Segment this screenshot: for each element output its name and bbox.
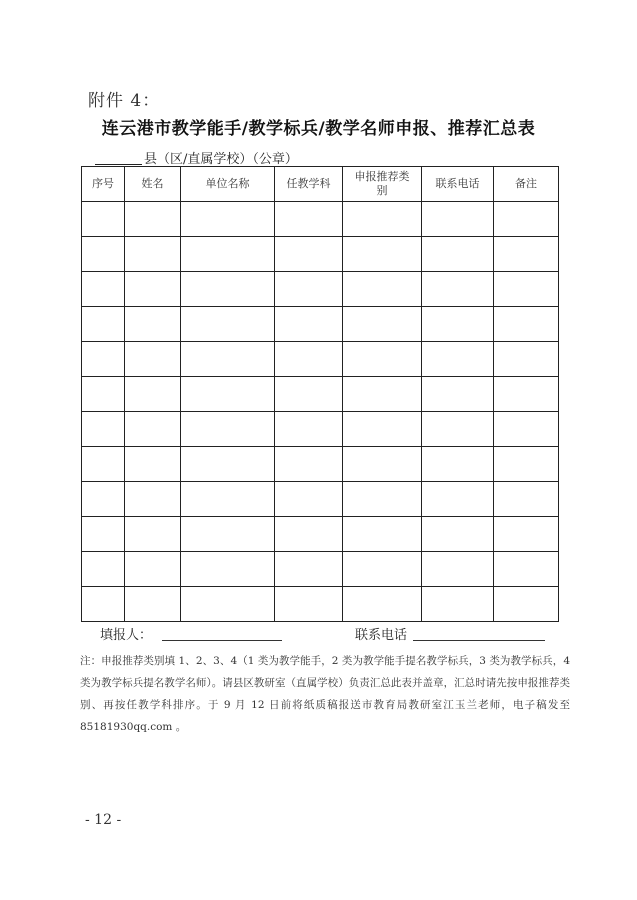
table-cell[interactable] xyxy=(181,342,275,377)
table-cell[interactable] xyxy=(82,552,125,587)
table-cell[interactable] xyxy=(181,552,275,587)
table-cell[interactable] xyxy=(82,342,125,377)
table-row xyxy=(82,482,559,517)
table-cell[interactable] xyxy=(125,552,181,587)
table-cell[interactable] xyxy=(275,412,343,447)
header-cell: 任教学科 xyxy=(275,167,343,202)
table-cell[interactable] xyxy=(275,272,343,307)
filler-label: 填报人： xyxy=(100,628,153,643)
table-cell[interactable] xyxy=(494,587,559,622)
table-cell[interactable] xyxy=(422,342,494,377)
table-row xyxy=(82,342,559,377)
table-cell[interactable] xyxy=(181,377,275,412)
table-cell[interactable] xyxy=(422,272,494,307)
table-cell[interactable] xyxy=(275,587,343,622)
table-row xyxy=(82,412,559,447)
table-cell[interactable] xyxy=(343,412,422,447)
table-cell[interactable] xyxy=(82,587,125,622)
table-cell[interactable] xyxy=(343,237,422,272)
table-row xyxy=(82,552,559,587)
table-cell[interactable] xyxy=(343,377,422,412)
table-cell[interactable] xyxy=(82,237,125,272)
table-cell[interactable] xyxy=(343,307,422,342)
county-blank[interactable] xyxy=(95,150,142,165)
header-cell: 备注 xyxy=(494,167,559,202)
table-cell[interactable] xyxy=(494,272,559,307)
table-cell[interactable] xyxy=(494,237,559,272)
table-cell[interactable] xyxy=(494,552,559,587)
table-cell[interactable] xyxy=(125,482,181,517)
table-row xyxy=(82,237,559,272)
table-cell[interactable] xyxy=(82,412,125,447)
table-cell[interactable] xyxy=(125,587,181,622)
table-cell[interactable] xyxy=(125,377,181,412)
filler-field xyxy=(100,624,282,643)
table-cell[interactable] xyxy=(494,377,559,412)
table-cell[interactable] xyxy=(422,412,494,447)
header-cell: 联系电话 xyxy=(422,167,494,202)
table-cell[interactable] xyxy=(343,342,422,377)
county-label: 县（区/直属学校）（公章） xyxy=(144,152,298,167)
table-cell[interactable] xyxy=(82,202,125,237)
table-cell[interactable] xyxy=(422,552,494,587)
table-row xyxy=(82,517,559,552)
table-cell[interactable] xyxy=(422,482,494,517)
table-cell[interactable] xyxy=(343,447,422,482)
contact-field xyxy=(355,624,545,643)
contact-label: 联系电话 xyxy=(355,628,408,643)
table-cell[interactable] xyxy=(125,517,181,552)
table-cell[interactable] xyxy=(82,517,125,552)
table-row xyxy=(82,272,559,307)
table-cell[interactable] xyxy=(82,377,125,412)
table-cell[interactable] xyxy=(275,517,343,552)
form-title: 连云港市教学能手/教学标兵/教学名师申报、推荐汇总表 xyxy=(101,119,536,139)
table-cell[interactable] xyxy=(494,202,559,237)
page-number: - 12 - xyxy=(85,812,122,828)
table-cell[interactable] xyxy=(181,202,275,237)
table-cell[interactable] xyxy=(494,342,559,377)
table-cell[interactable] xyxy=(82,272,125,307)
filler-input-line[interactable] xyxy=(162,626,282,641)
table-cell[interactable] xyxy=(181,307,275,342)
table-cell[interactable] xyxy=(125,342,181,377)
table-cell[interactable] xyxy=(343,517,422,552)
table-cell[interactable] xyxy=(494,482,559,517)
table-header-row xyxy=(82,167,559,202)
table-cell[interactable] xyxy=(181,412,275,447)
table-row xyxy=(82,447,559,482)
table-row xyxy=(82,202,559,237)
table-cell[interactable] xyxy=(125,237,181,272)
table-cell[interactable] xyxy=(494,447,559,482)
header-cell: 姓名 xyxy=(125,167,181,202)
table-cell[interactable] xyxy=(422,587,494,622)
table-cell[interactable] xyxy=(125,307,181,342)
header-cell: 申报推荐类别 xyxy=(343,167,422,202)
table-cell[interactable] xyxy=(343,272,422,307)
footnote: 注：申报推荐类别填 1、2、3、4（1 类为教学能手，2 类为教学能手提名教学标兵，3 类为教学标兵，4 类为教学标兵提名教学名师）。请县区教研室（直属学校）负责汇总此表并盖章，汇总时请先按申报推荐类别、再按任教学科排序。于 9 月 12 日前将纸质稿报送市教育局教研室江玉兰老师，电子稿发至 85181930qq.com 。 xyxy=(80,655,570,733)
table-cell[interactable] xyxy=(422,447,494,482)
table-cell[interactable] xyxy=(275,377,343,412)
table-cell[interactable] xyxy=(422,237,494,272)
table-cell[interactable] xyxy=(82,447,125,482)
table-cell[interactable] xyxy=(125,272,181,307)
table-cell[interactable] xyxy=(181,237,275,272)
table-cell[interactable] xyxy=(181,482,275,517)
table-row xyxy=(82,587,559,622)
table-cell[interactable] xyxy=(422,517,494,552)
table-cell[interactable] xyxy=(275,307,343,342)
table-cell[interactable] xyxy=(181,272,275,307)
table-cell[interactable] xyxy=(275,447,343,482)
table-cell[interactable] xyxy=(422,307,494,342)
table-cell[interactable] xyxy=(275,237,343,272)
table-cell[interactable] xyxy=(343,552,422,587)
table-cell[interactable] xyxy=(181,587,275,622)
table-cell[interactable] xyxy=(275,552,343,587)
table-cell[interactable] xyxy=(494,517,559,552)
table-cell[interactable] xyxy=(343,482,422,517)
county-line xyxy=(95,148,298,167)
table-cell[interactable] xyxy=(125,447,181,482)
table-cell[interactable] xyxy=(275,202,343,237)
table-cell[interactable] xyxy=(343,587,422,622)
table-cell[interactable] xyxy=(422,202,494,237)
header-cell: 序号 xyxy=(82,167,125,202)
table-cell[interactable] xyxy=(125,202,181,237)
header-cell: 单位名称 xyxy=(181,167,275,202)
table-cell[interactable] xyxy=(343,202,422,237)
table-row xyxy=(82,307,559,342)
table-cell[interactable] xyxy=(125,412,181,447)
table-cell[interactable] xyxy=(494,307,559,342)
table-cell[interactable] xyxy=(275,342,343,377)
table-cell[interactable] xyxy=(275,482,343,517)
table-cell[interactable] xyxy=(82,482,125,517)
attachment-label: 附件 4： xyxy=(88,91,161,111)
table-cell[interactable] xyxy=(181,447,275,482)
summary-table xyxy=(81,166,559,622)
table-row xyxy=(82,377,559,412)
table-cell[interactable] xyxy=(82,307,125,342)
table-cell[interactable] xyxy=(422,377,494,412)
table-cell[interactable] xyxy=(181,517,275,552)
contact-input-line[interactable] xyxy=(413,626,545,641)
table-cell[interactable] xyxy=(494,412,559,447)
